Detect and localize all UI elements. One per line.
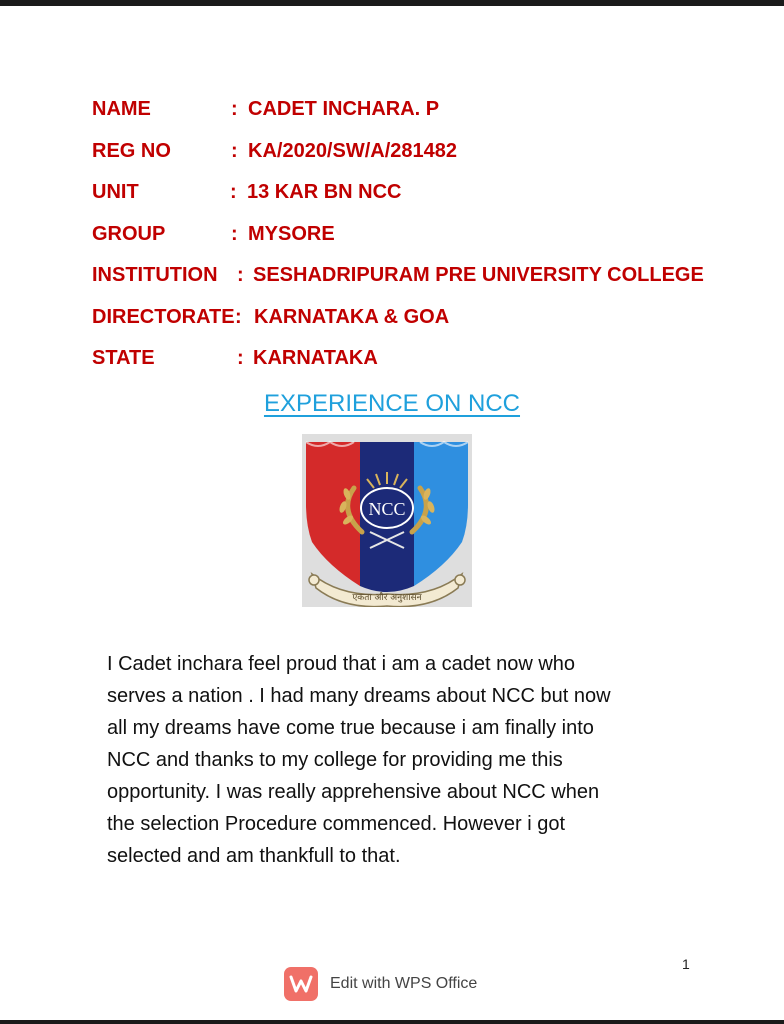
wps-label: Edit with WPS Office — [330, 975, 478, 992]
top-bar — [0, 0, 784, 6]
emblem-motto: एकता और अनुशासन — [352, 593, 422, 603]
field-value: KARNATAKA & GOA — [254, 306, 450, 328]
field-label: GROUP — [92, 223, 166, 245]
field-value: MYSORE — [248, 223, 335, 245]
bottom-bar — [0, 1020, 784, 1024]
field-separator: : — [237, 264, 244, 286]
edit-with-wps-button[interactable] — [284, 966, 477, 1002]
field-label: REG NO — [92, 140, 171, 162]
field-value: KARNATAKA — [253, 347, 378, 369]
field-value: KA/2020/SW/A/281482 — [248, 140, 458, 162]
field-label: STATE — [92, 347, 155, 369]
field-value: 13 KAR BN NCC — [247, 181, 402, 203]
field-separator: : — [231, 98, 238, 120]
ncc-emblem-image — [302, 434, 472, 607]
field-separator: : — [231, 140, 238, 162]
field-separator: : — [235, 306, 242, 328]
field-label: INSTITUTION — [92, 264, 218, 286]
section-heading: EXPERIENCE ON NCC — [263, 390, 521, 417]
field-label: UNIT — [92, 181, 139, 203]
field-label: NAME — [92, 98, 151, 120]
field-separator: : — [230, 181, 237, 203]
page-number: 1 — [682, 956, 690, 972]
experience-paragraph: I Cadet inchara feel proud that i am a cadet now who serves a nation . I had many dreams about NCC but now all my dreams have come true because i am finally into NCC and thanks to my college for providing me this opportunity. I was really apprehensive about NCC when the selection Procedure commenced. However i got selected and am thankfull to that. — [107, 653, 611, 867]
wps-logo-icon — [284, 967, 318, 1001]
field-value: SESHADRIPURAM PRE UNIVERSITY COLLEGE — [253, 264, 704, 286]
field-separator: : — [231, 223, 238, 245]
emblem-text: NCC — [368, 499, 406, 519]
field-value: CADET INCHARA. P — [248, 98, 440, 120]
ncc-emblem-icon — [302, 434, 472, 607]
field-label: DIRECTORATE — [92, 306, 235, 328]
field-separator: : — [237, 347, 244, 369]
